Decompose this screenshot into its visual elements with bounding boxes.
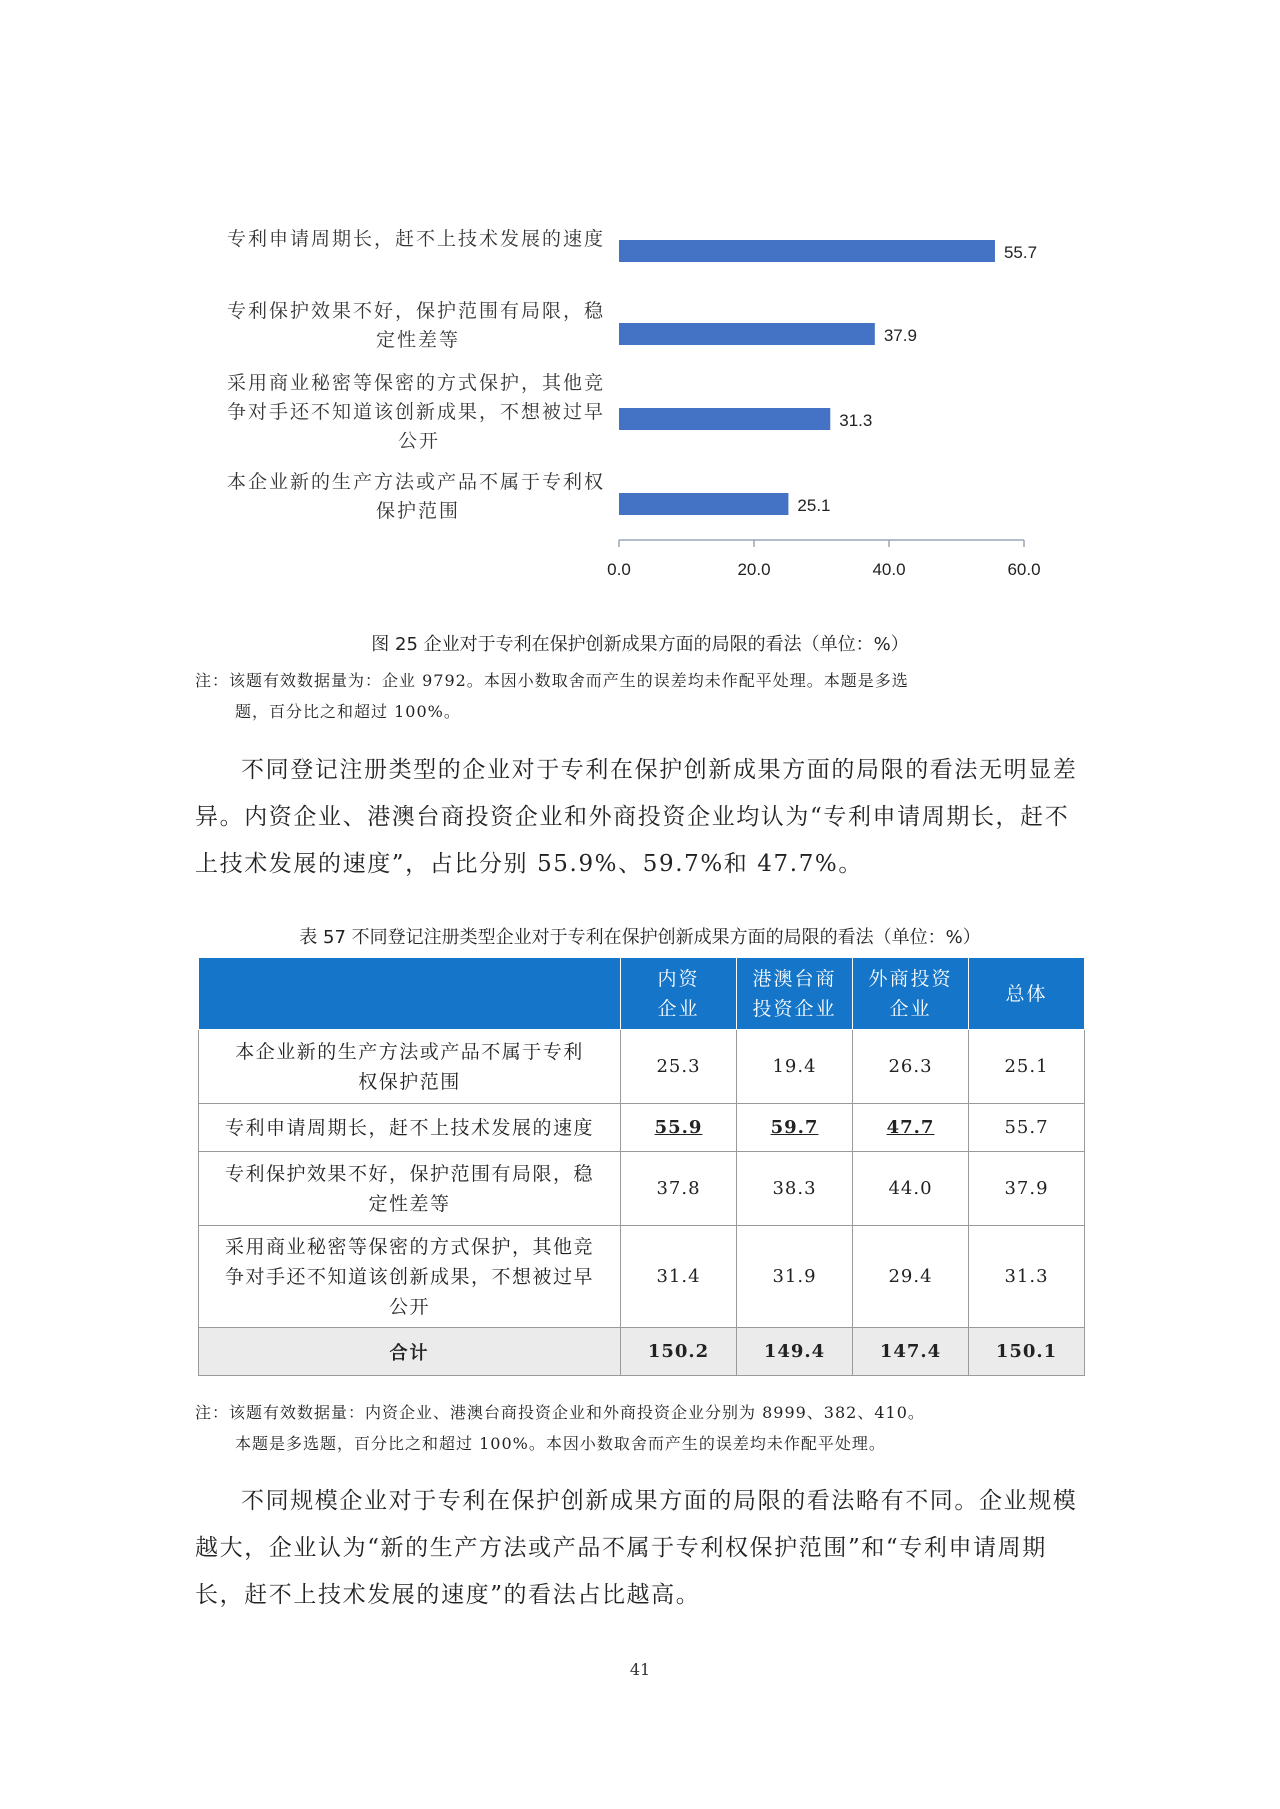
cell: 37.9: [969, 1152, 1085, 1226]
header-blank: [199, 958, 621, 1030]
table-caption: 表 57 不同登记注册类型企业对于专利在保护创新成果方面的局限的看法（单位：%）: [299, 927, 981, 948]
row-label: 采用商业秘密等保密的方式保护，其他竞 争对手还不知道该创新成果，不想被过早 公开: [199, 1226, 621, 1328]
x-tick-label-2: 40.0: [872, 560, 906, 579]
cell-highlight: 55.9: [621, 1104, 737, 1152]
figure-note-line1: 注：该题有效数据量为：企业 9792。本因小数取舍而产生的误差均未作配平处理。本题是多选: [195, 671, 909, 690]
total-cell: 147.4: [853, 1328, 969, 1376]
figure-caption: 图 25 企业对于专利在保护创新成果方面的局限的看法（单位：%）: [371, 634, 909, 655]
cell: 38.3: [737, 1152, 853, 1226]
bar-value-label-2: 31.3: [839, 411, 873, 430]
bar-value-label-0: 55.7: [1003, 243, 1038, 262]
category-label-0: 专利申请周期长，赶不上技术发展的速度: [226, 228, 605, 250]
cell-highlight: 47.7: [853, 1104, 969, 1152]
table-total-row: [199, 1328, 1085, 1376]
figure-note-line2: 题，百分比之和超过 100%。: [235, 702, 461, 721]
total-cell: 150.1: [969, 1328, 1085, 1376]
bar-3: [619, 493, 788, 515]
x-tick-label-0: 0.0: [607, 560, 631, 579]
cell: 25.3: [621, 1030, 737, 1104]
header-foreign: 外商投资 企业: [853, 958, 969, 1030]
table-row: [199, 1030, 1085, 1104]
x-tick-label-3: 60.0: [1007, 560, 1041, 579]
table-row: [199, 1226, 1085, 1328]
category-label-1: 专利保护效果不好，保护范围有局限，稳 定性差等: [226, 300, 605, 351]
data-table: [198, 957, 1085, 1376]
cell: 19.4: [737, 1030, 853, 1104]
x-tick-label-1: 20.0: [737, 560, 771, 579]
category-label-3: 本企业新的生产方法或产品不属于专利权 保护范围: [226, 471, 605, 522]
row-label: 本企业新的生产方法或产品不属于专利 权保护范围: [199, 1030, 621, 1104]
cell: 37.8: [621, 1152, 737, 1226]
header-domestic: 内资 企业: [621, 958, 737, 1030]
category-label-2: 采用商业秘密等保密的方式保护，其他竞 争对手还不知道该创新成果，不想被过早 公开: [226, 372, 605, 452]
cell: 31.4: [621, 1226, 737, 1328]
bar-1: [619, 323, 875, 345]
chart-plot-area: [195, 210, 1095, 600]
page-number: 41: [629, 1660, 651, 1679]
table-note-line1: 注：该题有效数据量：内资企业、港澳台商投资企业和外商投资企业分别为 8999、382、410。: [195, 1403, 925, 1422]
bar-value-label-1: 37.9: [883, 326, 917, 345]
bar-2: [619, 408, 830, 430]
paragraph-1: 不同登记注册类型的企业对于专利在保护创新成果方面的局限的看法无明显差异。内资企业、港澳台商投资企业和外商投资企业均认为“专利申请周期长，赶不上技术发展的速度”，占比分别 55.9%、59.7%和 47.7%。: [195, 757, 1078, 877]
table-note-line2: 本题是多选题，百分比之和超过 100%。本因小数取舍而产生的误差均未作配平处理。: [235, 1434, 886, 1453]
cell-highlight: 59.7: [737, 1104, 853, 1152]
total-cell: 149.4: [737, 1328, 853, 1376]
row-label: 专利申请周期长，赶不上技术发展的速度: [199, 1104, 621, 1152]
paragraph-2: 不同规模企业对于专利在保护创新成果方面的局限的看法略有不同。企业规模越大，企业认为“新的生产方法或产品不属于专利权保护范围”和“专利申请周期长，赶不上技术发展的速度”的看法占比越高。: [195, 1488, 1078, 1608]
bar-chart: [195, 210, 1095, 600]
header-hk-macao-taiwan: 港澳台商 投资企业: [737, 958, 853, 1030]
bar-value-label-3: 25.1: [797, 496, 831, 515]
cell: 25.1: [969, 1030, 1085, 1104]
cell: 26.3: [853, 1030, 969, 1104]
cell: 44.0: [853, 1152, 969, 1226]
table-row: [199, 1104, 1085, 1152]
header-overall: 总体: [969, 958, 1085, 1030]
row-label: 专利保护效果不好，保护范围有局限，稳 定性差等: [199, 1152, 621, 1226]
total-label: 合计: [199, 1328, 621, 1376]
total-cell: 150.2: [621, 1328, 737, 1376]
table-header-row: [199, 958, 1085, 1030]
cell: 31.9: [737, 1226, 853, 1328]
cell: 55.7: [969, 1104, 1085, 1152]
cell: 31.3: [969, 1226, 1085, 1328]
table-row: [199, 1152, 1085, 1226]
bar-0: [619, 240, 995, 262]
cell: 29.4: [853, 1226, 969, 1328]
